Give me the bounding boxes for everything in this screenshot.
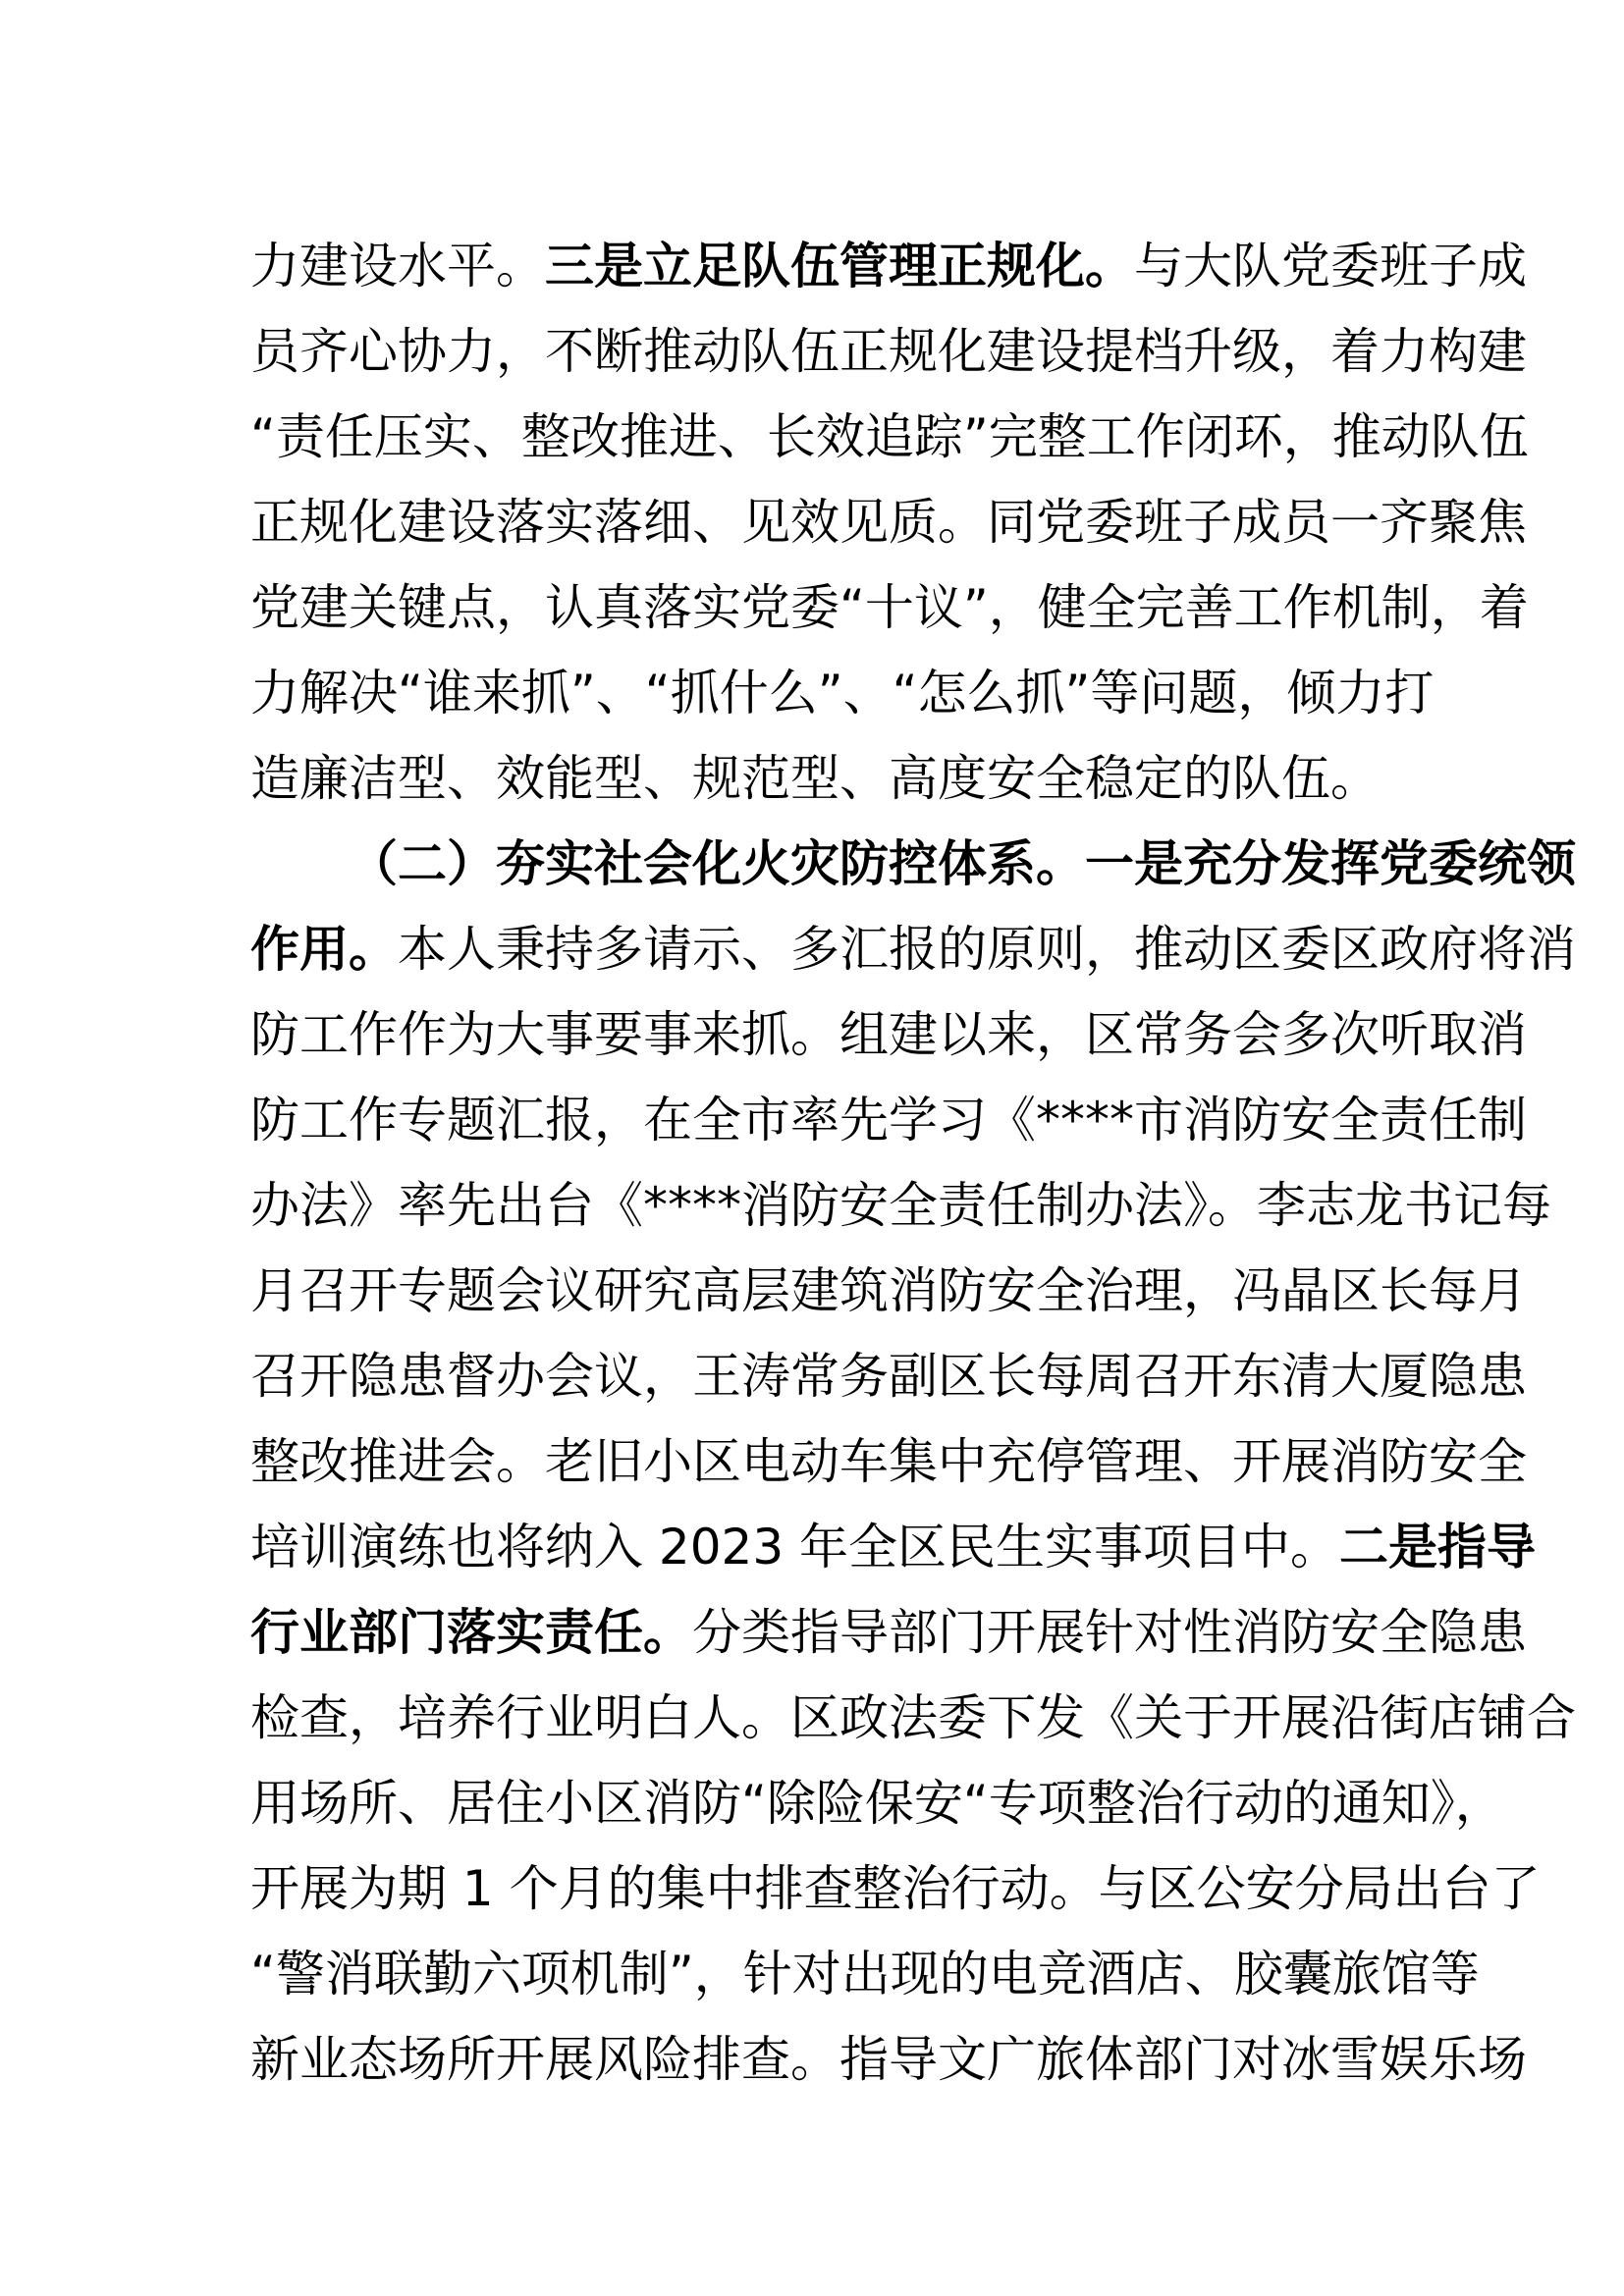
document-body (250, 224, 1576, 2103)
bold-text-segment: 行业部门落实责任。 (250, 1604, 692, 1661)
text-segment: 本人秉持多请示、多汇报的原则，推动区委区政府将消 (398, 921, 1576, 978)
text-line (250, 1676, 1576, 1761)
text-segment: 整改推进会。老旧小区电动车集中充停管理、开展消防安全 (250, 1433, 1527, 1490)
bold-text-segment: 二是指导 (1339, 1519, 1537, 1575)
text-segment: 与大队党委班子成 (1134, 238, 1527, 294)
text-segment: 用场所、居住小区消防“除险保安“专项整治行动的通知》， (250, 1775, 1504, 1832)
text-line (250, 1334, 1527, 1419)
text-segment: 检查，培养行业明白人。区政法委下发《关于开展沿街店铺合 (250, 1689, 1576, 1746)
text-segment: 力解决“谁来抓”、“抓什么”、“怎么抓”等问题，倾力打 (250, 665, 1435, 721)
text-line (250, 736, 1389, 822)
text-line (250, 1761, 1504, 1846)
text-line (250, 1078, 1527, 1163)
text-line (250, 1932, 1480, 2017)
text-line (250, 1249, 1527, 1334)
text-segment: 办法》率先出台《****消防安全责任制办法》。李志龙书记每 (250, 1177, 1551, 1234)
text-line (250, 822, 1576, 907)
text-segment: 新业态场所开展风险排查。指导文广旅体部门对冰雪娱乐场 (250, 2031, 1527, 2088)
text-line (250, 565, 1529, 651)
text-segment: 正规化建设落实落细、见效见质。同党委班子成员一齐聚焦 (250, 494, 1527, 551)
text-segment: 力建设水平。 (250, 238, 545, 294)
text-segment: 党建关键点，认真落实党委“十议”，健全完善工作机制，着 (250, 579, 1529, 636)
text-line (250, 395, 1529, 480)
text-segment: 员齐心协力，不断推动队伍正规化建设提档升级，着力构建 (250, 323, 1527, 380)
text-line (250, 1505, 1537, 1590)
text-segment: 防工作专题汇报，在全市率先学习《****市消防安全责任制 (250, 1092, 1527, 1148)
text-line (250, 651, 1435, 736)
text-line (250, 480, 1527, 565)
text-segment: “责任压实、整改推进、长效追踪”完整工作闭环，推动队伍 (250, 408, 1529, 465)
text-line (250, 1163, 1551, 1249)
text-line (250, 224, 1527, 309)
bold-text-segment: （二）夯实社会化火灾防控体系。一是充分发挥党委统领 (349, 835, 1576, 892)
text-segment: 开展为期 1 个月的集中排查整治行动。与区公安分局出台了 (250, 1860, 1541, 1917)
text-line (250, 2017, 1527, 2103)
text-line (250, 1419, 1527, 1505)
text-segment: 月召开专题会议研究高层建筑消防安全治理，冯晶区长每月 (250, 1262, 1527, 1319)
text-line (250, 1590, 1527, 1676)
text-segment: 培训演练也将纳入 2023 年全区民生实事项目中。 (250, 1519, 1340, 1575)
text-segment: 造廉洁型、效能型、规范型、高度安全稳定的队伍。 (250, 750, 1380, 807)
text-segment: 分类指导部门开展针对性消防安全隐患 (692, 1604, 1527, 1661)
text-line (250, 992, 1527, 1078)
text-segment: “警消联勤六项机制”，针对出现的电竞酒店、胶囊旅馆等 (250, 1946, 1480, 2002)
bold-text-segment: 作用。 (250, 921, 398, 978)
bold-text-segment: 三是立足队伍管理正规化。 (545, 238, 1134, 294)
text-line (250, 907, 1576, 992)
text-line (250, 309, 1527, 395)
text-segment: 召开隐患督办会议，王涛常务副区长每周召开东清大厦隐患 (250, 1348, 1527, 1405)
text-line (250, 1846, 1541, 1932)
text-segment: 防工作作为大事要事来抓。组建以来，区常务会多次听取消 (250, 1006, 1527, 1063)
